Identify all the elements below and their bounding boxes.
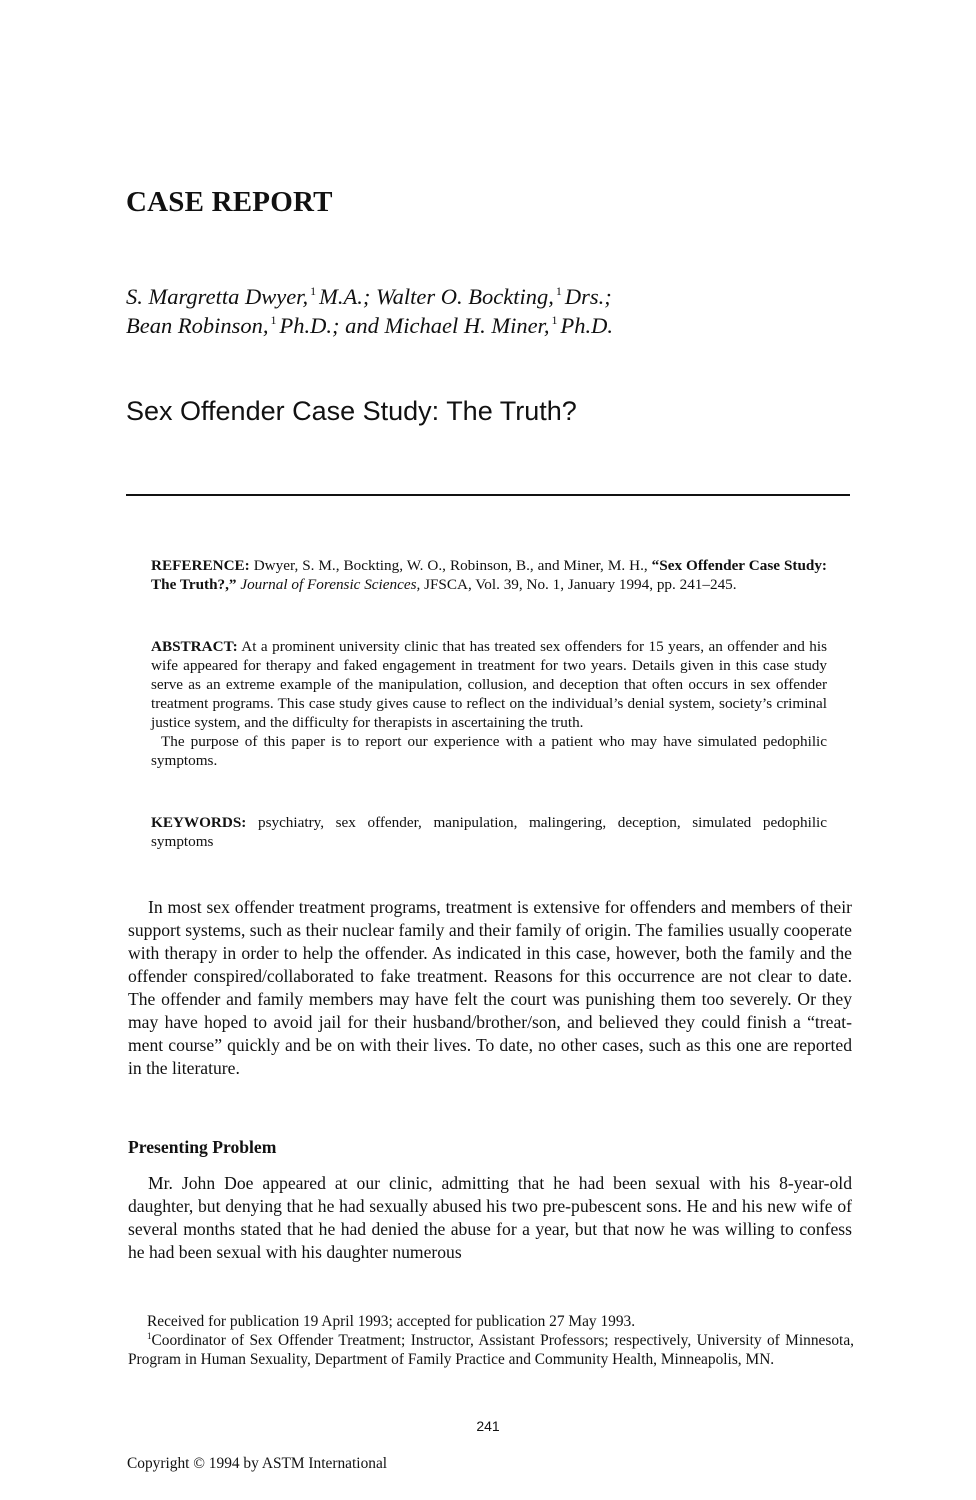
- reference-details: JFSCA, Vol. 39, No. 1, January 1994, pp. 241–245.: [424, 576, 737, 593]
- author-line-2: [126, 311, 886, 340]
- author-list: [126, 282, 886, 340]
- article-title: Sex Offender Case Study: The Truth?: [126, 396, 577, 426]
- abstract-purpose: The purpose of this paper is to report our experience with a patient who may have simulated pedophilic symptoms.: [151, 733, 827, 769]
- affiliation-note: [128, 1331, 854, 1369]
- section-heading: Presenting Problem: [128, 1137, 277, 1157]
- affiliation-note-marker: 1: [147, 1331, 152, 1341]
- intro-paragraph: In most sex offender treatment programs, treatment is extensive for offenders and members of their support systems, such as their nuclear family and their family of origin. The families usually cooperate with therapy in order to help the offender. As indicated in this case, however, both the family and the offender conspired/collaborated to fake treatment. Reasons for this occurrence are not clear to date. The offender and family members may have felt the court was punishing them too severely. Or they may have hoped to avoid jail for their husband/brother/son, and believed they could finish a “treat-ment course” quickly and be on with their lives. To date, no other cases, such as this one are reported in the literature.: [128, 897, 852, 1078]
- author-degree: Ph.D.; and: [279, 313, 379, 338]
- abstract-text: At a prominent university clinic that has treated sex offenders for 15 years, an offender and his wife appeared for therapy and faked engagement in treatment for two years. Details given in this case study serve as an extreme example of the manipulation, collusion, and deception that often occurs in sex offender treatment programs. This case study gives cause to reflect on the individual’s denial system, society’s criminal justice system, and the difficulty for therapists in ascertaining the truth.: [151, 638, 827, 731]
- reference-authors: Dwyer, S. M., Bockting, W. O., Robinson, B., and Miner, M. H.,: [253, 557, 648, 574]
- abstract-block: [151, 637, 827, 770]
- author-name: Michael H. Miner,: [384, 313, 550, 338]
- title-divider: [126, 494, 850, 496]
- footnotes: [128, 1312, 854, 1369]
- affiliation-marker: 1: [555, 284, 562, 298]
- author-degree: Ph.D.: [560, 313, 613, 338]
- author-name: Bean Robinson,: [126, 313, 269, 338]
- author-line-1: [126, 282, 886, 311]
- affiliation-text: Coordinator of Sex Offender Treatment; Instructor, Assistant Professors; respectively, University of Minnesota, Program in Human Sexuality, Department of Family Practice and Community Health, Minneapolis, MN.: [128, 1332, 854, 1368]
- author-name: Walter O. Bockting,: [375, 284, 554, 309]
- reference-label: REFERENCE:: [151, 557, 250, 574]
- intro-section: [128, 896, 852, 1080]
- reference-block: [151, 556, 827, 594]
- abstract-label: ABSTRACT:: [151, 638, 238, 655]
- keywords-label: KEYWORDS:: [151, 814, 247, 831]
- page-number: 241: [476, 1418, 500, 1434]
- author-degree: Drs.;: [564, 284, 612, 309]
- reference-title: “Sex Offender Case Study: The Truth?,”: [151, 557, 827, 593]
- author-name: S. Margretta Dwyer,: [126, 284, 309, 309]
- affiliation-marker: 1: [270, 313, 277, 327]
- presenting-problem-section: [128, 1172, 852, 1264]
- keywords-text: psychiatry, sex offender, manipulation, malingering, deception, simulated pedophilic symptoms: [151, 814, 827, 850]
- reference-journal: Journal of Forensic Sciences,: [240, 576, 421, 593]
- copyright-notice: Copyright © 1994 by ASTM International: [127, 1455, 388, 1472]
- section-label: CASE REPORT: [126, 186, 333, 218]
- keywords-block: [151, 813, 827, 851]
- presenting-problem-paragraph: Mr. John Doe appeared at our clinic, admitting that he had been sexual with his 8-year-old daughter, but denying that he had sexually abused his two pre-pubescent sons. He and his new wife of several months stated that he had denied the abuse for a year, but that now he was willing to confess he had been sexual with his daughter numerous: [128, 1173, 852, 1262]
- received-note: Received for publication 19 April 1993; accepted for publication 27 May 1993.: [147, 1313, 636, 1330]
- author-degree: M.A.;: [319, 284, 371, 309]
- affiliation-marker: 1: [551, 313, 558, 327]
- affiliation-marker: 1: [310, 284, 317, 298]
